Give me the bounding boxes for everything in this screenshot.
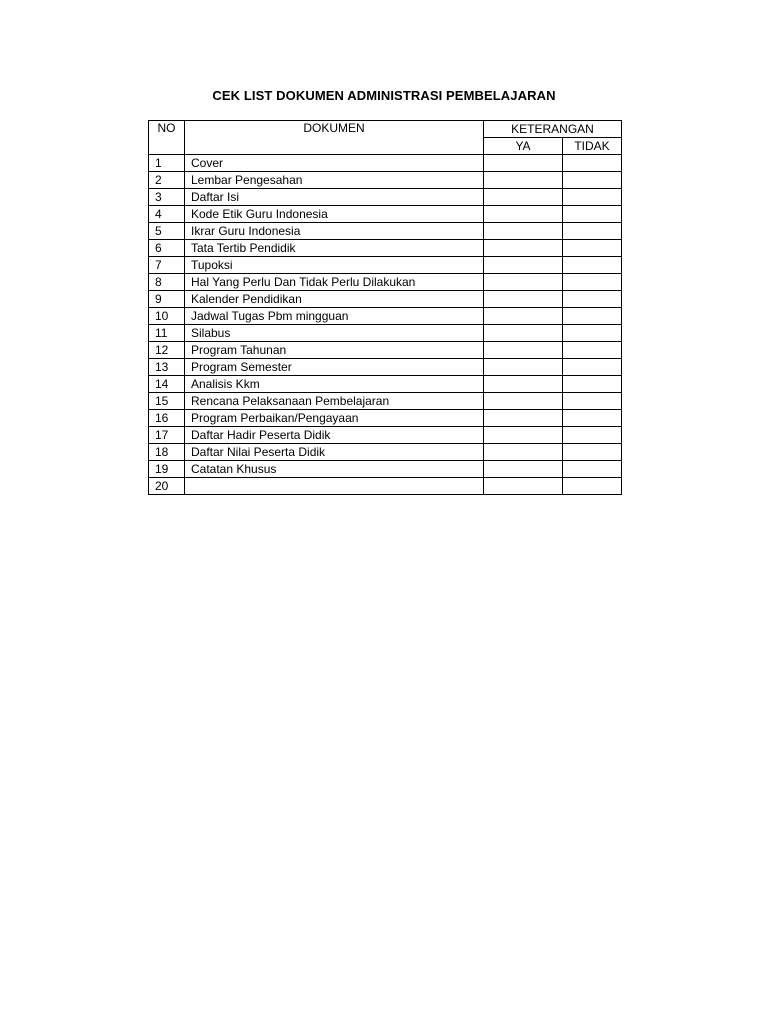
row-document: Jadwal Tugas Pbm mingguan xyxy=(185,308,484,325)
row-ya-cell xyxy=(484,257,563,274)
row-number: 20 xyxy=(149,478,185,495)
table-row xyxy=(149,274,622,291)
table-row xyxy=(149,206,622,223)
row-number: 13 xyxy=(149,359,185,376)
row-ya-cell xyxy=(484,240,563,257)
table-row xyxy=(149,410,622,427)
row-ya-cell xyxy=(484,359,563,376)
table-row xyxy=(149,393,622,410)
row-tidak-cell xyxy=(563,206,622,223)
row-ya-cell xyxy=(484,291,563,308)
row-ya-cell xyxy=(484,189,563,206)
row-number: 12 xyxy=(149,342,185,359)
row-document: Analisis Kkm xyxy=(185,376,484,393)
row-number: 6 xyxy=(149,240,185,257)
row-tidak-cell xyxy=(563,393,622,410)
row-document: Program Perbaikan/Pengayaan xyxy=(185,410,484,427)
row-document: Lembar Pengesahan xyxy=(185,172,484,189)
row-document: Kode Etik Guru Indonesia xyxy=(185,206,484,223)
row-number: 2 xyxy=(149,172,185,189)
row-number: 16 xyxy=(149,410,185,427)
table-row xyxy=(149,376,622,393)
header-tidak: TIDAK xyxy=(563,138,622,155)
row-document: Hal Yang Perlu Dan Tidak Perlu Dilakukan xyxy=(185,274,484,291)
row-ya-cell xyxy=(484,376,563,393)
table-row xyxy=(149,291,622,308)
row-ya-cell xyxy=(484,308,563,325)
row-number: 4 xyxy=(149,206,185,223)
row-tidak-cell xyxy=(563,172,622,189)
page-title: CEK LIST DOKUMEN ADMINISTRASI PEMBELAJARAN xyxy=(212,88,556,103)
table-row xyxy=(149,461,622,478)
row-number: 9 xyxy=(149,291,185,308)
row-ya-cell xyxy=(484,410,563,427)
row-tidak-cell xyxy=(563,257,622,274)
row-tidak-cell xyxy=(563,342,622,359)
row-tidak-cell xyxy=(563,155,622,172)
row-document: Tata Tertib Pendidik xyxy=(185,240,484,257)
row-document: Ikrar Guru Indonesia xyxy=(185,223,484,240)
row-number: 19 xyxy=(149,461,185,478)
row-document: Silabus xyxy=(185,325,484,342)
header-no: NO xyxy=(149,121,185,155)
row-tidak-cell xyxy=(563,444,622,461)
table-row xyxy=(149,223,622,240)
row-number: 18 xyxy=(149,444,185,461)
row-document: Catatan Khusus xyxy=(185,461,484,478)
row-number: 15 xyxy=(149,393,185,410)
row-document: Daftar Isi xyxy=(185,189,484,206)
row-tidak-cell xyxy=(563,223,622,240)
row-document: Rencana Pelaksanaan Pembelajaran xyxy=(185,393,484,410)
row-tidak-cell xyxy=(563,410,622,427)
row-tidak-cell xyxy=(563,359,622,376)
table-row xyxy=(149,189,622,206)
row-number: 8 xyxy=(149,274,185,291)
table-row xyxy=(149,308,622,325)
row-document: Cover xyxy=(185,155,484,172)
row-number: 14 xyxy=(149,376,185,393)
table-row xyxy=(149,155,622,172)
row-ya-cell xyxy=(484,274,563,291)
header-row-main xyxy=(149,121,622,138)
row-tidak-cell xyxy=(563,291,622,308)
table-row xyxy=(149,427,622,444)
row-tidak-cell xyxy=(563,376,622,393)
row-tidak-cell xyxy=(563,325,622,342)
row-number: 10 xyxy=(149,308,185,325)
row-document: Daftar Hadir Peserta Didik xyxy=(185,427,484,444)
row-tidak-cell xyxy=(563,274,622,291)
table-row xyxy=(149,444,622,461)
row-number: 7 xyxy=(149,257,185,274)
row-number: 11 xyxy=(149,325,185,342)
row-number: 5 xyxy=(149,223,185,240)
row-ya-cell xyxy=(484,206,563,223)
header-ya: YA xyxy=(484,138,563,155)
row-number: 3 xyxy=(149,189,185,206)
row-ya-cell xyxy=(484,461,563,478)
row-document xyxy=(185,478,484,495)
table-row xyxy=(149,240,622,257)
row-document: Program Tahunan xyxy=(185,342,484,359)
row-document: Tupoksi xyxy=(185,257,484,274)
row-tidak-cell xyxy=(563,478,622,495)
table-row xyxy=(149,257,622,274)
row-ya-cell xyxy=(484,478,563,495)
table-row xyxy=(149,342,622,359)
row-ya-cell xyxy=(484,172,563,189)
table-row xyxy=(149,359,622,376)
row-document: Kalender Pendidikan xyxy=(185,291,484,308)
row-tidak-cell xyxy=(563,308,622,325)
row-ya-cell xyxy=(484,342,563,359)
table-row xyxy=(149,325,622,342)
table-row xyxy=(149,172,622,189)
row-ya-cell xyxy=(484,393,563,410)
row-ya-cell xyxy=(484,427,563,444)
table-row xyxy=(149,478,622,495)
row-ya-cell xyxy=(484,155,563,172)
row-number: 1 xyxy=(149,155,185,172)
header-keterangan: KETERANGAN xyxy=(484,121,622,138)
row-tidak-cell xyxy=(563,461,622,478)
row-document: Daftar Nilai Peserta Didik xyxy=(185,444,484,461)
row-document: Program Semester xyxy=(185,359,484,376)
row-number: 17 xyxy=(149,427,185,444)
row-ya-cell xyxy=(484,223,563,240)
header-dokumen: DOKUMEN xyxy=(185,121,484,155)
checklist-table xyxy=(148,120,622,495)
row-ya-cell xyxy=(484,325,563,342)
table-body xyxy=(149,155,622,495)
table-header xyxy=(149,121,622,155)
row-ya-cell xyxy=(484,444,563,461)
row-tidak-cell xyxy=(563,427,622,444)
row-tidak-cell xyxy=(563,189,622,206)
row-tidak-cell xyxy=(563,240,622,257)
